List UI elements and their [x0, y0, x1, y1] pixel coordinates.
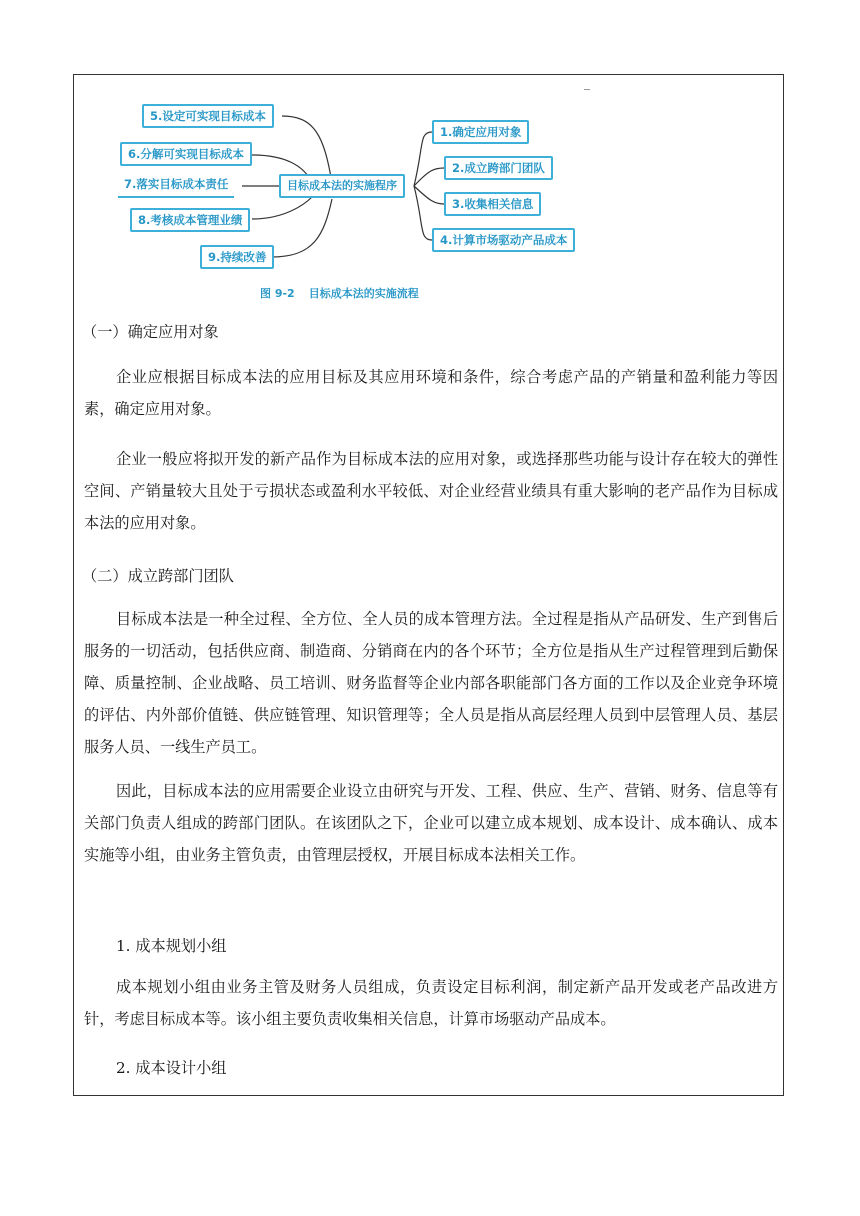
content-frame: [73, 74, 784, 1096]
node-step-9: 9.持续改善: [200, 245, 274, 269]
node-center: 目标成本法的实施程序: [279, 174, 405, 198]
figure-title: 目标成本法的实施流程: [308, 287, 419, 300]
node-step-8: 8.考核成本管理业绩: [130, 208, 250, 232]
connector-left-8: [252, 197, 312, 219]
node-step-6: 6.分解可实现目标成本: [120, 142, 252, 166]
section-heading-1: （一）确定应用对象: [82, 323, 219, 341]
connector-left-5: [282, 116, 332, 183]
node-step-1: 1.确定应用对象: [432, 120, 529, 144]
paragraph-1: 企业应根据目标成本法的应用目标及其应用环境和条件，综合考虑产品的产销量和盈利能力等因素，确定应用对象。: [84, 368, 778, 418]
figure-caption: [260, 285, 419, 301]
connector-right-3: [414, 186, 444, 204]
node-step-3: 3.收集相关信息: [444, 192, 541, 216]
section-heading-2: （二）成立跨部门团队: [82, 567, 234, 585]
mind-map-diagram: [74, 75, 785, 315]
paragraph-5: 成本规划小组由业务主管及财务人员组成，负责设定目标利润，制定新产品开发或老产品改进方针，考虑目标成本等。该小组主要负责收集相关信息，计算市场驱动产品成本。: [84, 978, 778, 1028]
paragraph-2: 企业一般应将拟开发的新产品作为目标成本法的应用对象，或选择那些功能与设计存在较大的弹性空间、产销量较大且处于亏损状态或盈利水平较低、对企业经营业绩具有重大影响的老产品作为目标成本法的应用对象。: [84, 450, 778, 532]
figure-number: 图 9-2: [260, 287, 295, 300]
subsection-title-1: 1. 成本规划小组: [116, 937, 227, 955]
connector-right-2: [414, 168, 444, 186]
paragraph-4: 因此，目标成本法的应用需要企业设立由研究与开发、工程、供应、生产、营销、财务、信息等有关部门负责人组成的跨部门团队。在该团队之下，企业可以建立成本规划、成本设计、成本确认、成本实施等小组，由业务主管负责，由管理层授权，开展目标成本法相关工作。: [84, 782, 778, 864]
node-step-7: 7.落实目标成本责任: [118, 174, 234, 198]
connector-right-1: [414, 132, 432, 186]
paragraph-3: 目标成本法是一种全过程、全方位、全人员的成本管理方法。全过程是指从产品研发、生产到售后服务的一切活动，包括供应商、制造商、分销商在内的各个环节；全方位是指从生产过程管理到后勤保障、质量控制、企业战略、员工培训、财务监督等企业内部各职能部门各方面的工作以及企业竞争环境的评估、内外部价值链、供应链管理、知识管理等；全人员是指从高层经理人员到中层管理人员、基层服务人员、一线生产员工。: [84, 610, 778, 756]
connector-left-9: [272, 199, 332, 257]
subsection-title-2: 2. 成本设计小组: [116, 1059, 227, 1077]
node-step-2: 2.成立跨部门团队: [444, 156, 553, 180]
node-step-4: 4.计算市场驱动产品成本: [432, 228, 575, 252]
node-step-5: 5.设定可实现目标成本: [142, 104, 274, 128]
